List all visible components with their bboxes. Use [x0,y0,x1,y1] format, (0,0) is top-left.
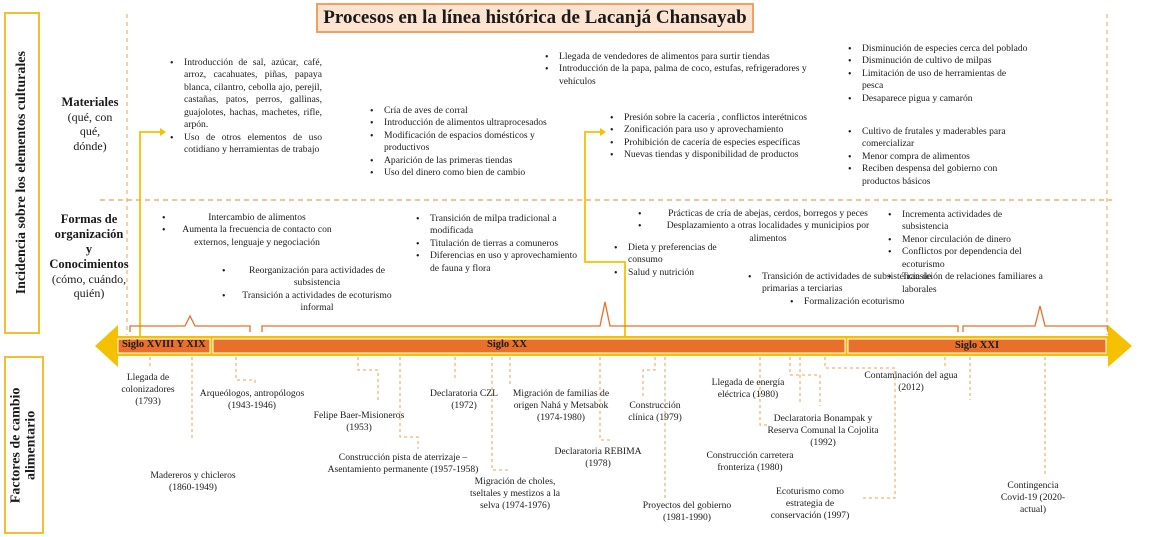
list-item: • Cría de aves de corral [368,105,554,117]
formas-heading2: organización [54,227,124,241]
list-item: • Reorganización para actividades de subsistencia [220,265,398,290]
event-ecoturismo: Ecoturismo como estrategia de conservación (1997) [770,486,850,521]
event-carretera: Construcción carretera fronteriza (1980) [706,450,794,473]
formas-heading3: y [85,242,93,256]
list-item: • Uso del dinero como bien de cambio [368,167,554,179]
event-bonampak: Declaratoria Bonampak y Reserva Comunal la Cojolita (1992) [767,413,879,448]
formas-sub2: quién) [73,286,105,301]
side-label-factors [4,356,44,534]
formas-heading4: Conocimientos [49,257,129,271]
side-label-factors-line2: alimentario [24,410,40,480]
list-item: • Conflictos por dependencia del ecoturismo [886,246,1050,271]
list-item: • Presión sobre la cacería , conflictos interétnicos [608,112,848,124]
event-proyectos-gobierno: Proyectos del gobierno (1981-1990) [642,500,732,523]
list-item: • Aumenta la frecuencia de contacto con externos, lenguaje y negociación [160,224,338,249]
list-item: • Zonificación para uso y aprovechamiento [608,124,848,136]
list-item: • Incrementa actividades de subsistencia [886,209,1050,234]
event-rebima: Declaratoria REBIMA (1978) [554,446,642,469]
formas-list-2 [220,265,398,315]
side-label-factors-text [9,387,40,503]
event-migracion-choles: Migración de choles, tseltales y mestizos a la selva (1974-1976) [469,476,561,511]
list-item: • Salud y nutrición [612,267,736,279]
event-covid: Contingencia Covid-19 (2020-actual) [1000,480,1066,515]
materiales-list-2 [368,105,554,180]
list-item: • Prácticas de cría de abejas, cerdos, borregos y peces [636,208,884,220]
list-item: • Dieta y preferencias de consumo [612,242,736,267]
materiales-sub1: (qué, con [67,110,113,124]
list-item: • Desaparece pigua y camarón [846,93,1028,105]
event-pista-aterrizaje: Construcción pista de aterrizaje – Asentamiento permanente (1957-1958) [327,452,479,475]
materiales-heading: Materiales [61,95,119,109]
side-label-cultural-text: Incidencia sobre los elementos culturales [14,51,30,295]
list-item: • Titulación de tierras a comuneros [414,238,584,250]
formas-label [44,212,134,301]
list-item: • Menor compra de alimentos [846,151,1028,163]
formas-sub1: (cómo, cuándo, [51,272,127,286]
era-siglo-xviii-xix: Siglo XVIII Y XIX [122,339,206,350]
list-item: • Llegada de vendedores de alimentos para surtir tiendas [543,51,813,63]
event-clinica: Construcción clínica (1979) [628,400,682,423]
list-item: • Aparición de las primeras tiendas [368,155,554,167]
list-item: • Uso de otros elementos de uso cotidiano y herramientas de trabajo [168,132,322,157]
list-item: • Introducción de sal, azúcar, café, arroz, cacahuates, piñas, papaya blanca, cilantro, cebolla ajo, perejil, castañas, patos, perros, gallinas, guajolotes, hachas, machetes, rifle, arpón. [168,57,322,132]
materiales-sub2: qué, [79,124,101,139]
list-item: • Menor circulación de dinero [886,234,1050,246]
formas-list-4 [636,208,884,245]
event-felipe-baer: Felipe Baer-Misioneros (1953) [313,410,405,433]
page-title: Procesos en la línea histórica de Lacanjá Chansayab [316,3,754,33]
event-madereros: Madereros y chicleros (1860-1949) [150,470,236,493]
materiales-list-1 [168,57,322,157]
list-item: • Cultivo de frutales y maderables para comercializar [846,126,1028,151]
list-item: • Transición de relaciones familiares a laborales [886,271,1050,296]
formas-list-5 [612,242,736,279]
list-item: • Transición a actividades de ecoturismo informal [220,290,398,315]
era-siglo-xxi: Siglo XXI [955,340,1000,351]
list-item: • Transición de milpa tradicional a modificada [414,213,584,238]
list-item: • Limitación de uso de herramientas de pesca [846,68,1028,93]
list-item: • Reciben despensa del gobierno con productos básicos [846,163,1028,188]
event-migracion-naha: Migración de familias de origen Nahá y Metsabok (1974-1980) [512,388,610,423]
materiales-list-3 [543,51,813,88]
formas-heading1: Formas de [60,212,118,226]
list-item: • Prohibición de cacería de especies específicas [608,137,848,149]
materiales-list-5 [846,43,1028,105]
event-contaminacion: Contaminación del agua (2012) [864,370,958,393]
formas-list-7 [886,209,1050,296]
side-label-cultural [4,12,40,334]
event-czl: Declaratoria CZL (1972) [430,388,498,411]
side-label-factors-line1: Factores de cambio [8,387,24,503]
list-item: • Introducción de la papa, palma de coco, estufas, refrigeradores y vehículos [543,63,813,88]
list-item: • Formalización ecoturismo [788,296,936,308]
list-item: • Diferencias en uso y aprovechamiento de fauna y flora [414,250,584,275]
materiales-sub3: dónde) [73,138,107,153]
list-item: • Modificación de espacios domésticos y productivos [368,130,554,155]
era-siglo-xx: Siglo XX [487,339,527,350]
list-item: • Introducción de alimentos ultraprocesados [368,117,554,129]
list-item: • Transición de actividades de subsistencia de primarias a terciarias [746,271,936,296]
list-item: • Disminución de especies cerca del poblado [846,43,1028,55]
materiales-list-4 [608,112,848,162]
materiales-list-6 [846,126,1028,188]
materiales-label [50,95,130,153]
event-energia-electrica: Llegada de energía eléctrica (1980) [711,377,785,400]
event-arqueologos: Arqueólogos, antropólogos (1943-1946) [199,388,305,411]
formas-list-1 [160,212,338,249]
list-item: • Nuevas tiendas y disponibilidad de productos [608,149,848,161]
formas-list-3 [414,213,584,275]
list-item: • Desplazamiento a otras localidades y municipios por alimentos [636,220,884,245]
event-colonizadores: Llegada de colonizadores (1793) [121,372,175,407]
list-item: • Disminución de cultivo de milpas [846,55,1028,67]
list-item: • Intercambio de alimentos [160,212,338,224]
